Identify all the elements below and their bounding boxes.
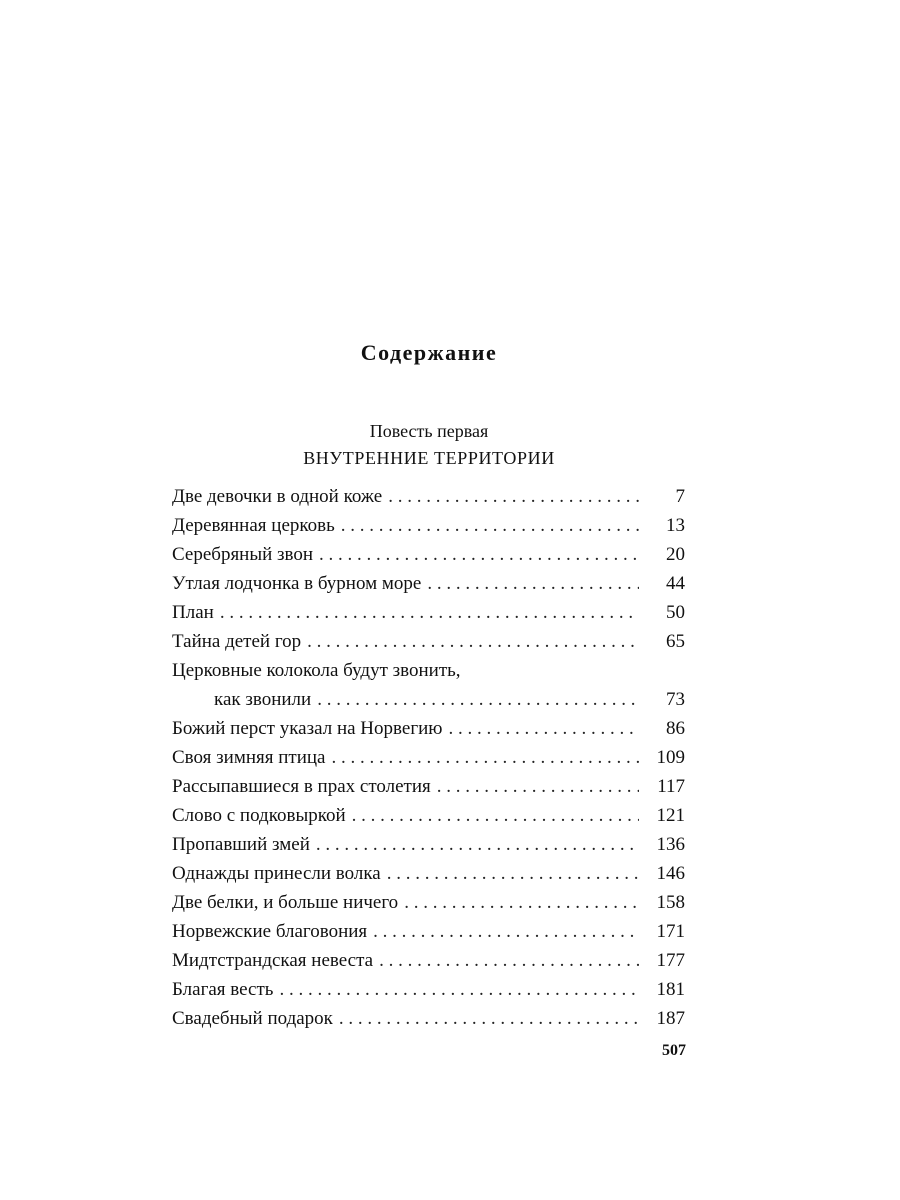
toc-entry [172, 975, 685, 1004]
contents-heading: Содержание [360, 340, 498, 365]
toc-entry-page: 86 [666, 718, 685, 739]
dot-leader [341, 511, 639, 540]
toc-entry [172, 917, 685, 946]
toc-entry [172, 772, 685, 801]
table-of-contents [172, 482, 685, 1033]
toc-entry-page: 50 [666, 602, 685, 623]
dot-leader [317, 685, 639, 714]
dot-leader [331, 743, 639, 772]
toc-entry-page: 158 [656, 892, 685, 913]
toc-entry-page: 44 [666, 573, 685, 594]
dot-leader [437, 772, 639, 801]
toc-entry [172, 1004, 685, 1033]
dot-leader [427, 569, 639, 598]
toc-entry-title-first-line: Церковные колокола будут звонить, [172, 660, 461, 681]
toc-entry-page: 177 [656, 950, 685, 971]
toc-entry [172, 888, 685, 917]
dot-leader [373, 917, 639, 946]
toc-entry [172, 801, 685, 830]
toc-entry-page: 121 [656, 805, 685, 826]
toc-entry-page: 73 [666, 689, 685, 710]
dot-leader [339, 1004, 639, 1033]
toc-entry [172, 946, 685, 975]
toc-entry-title: Мидтстрандская невеста [172, 950, 374, 971]
toc-entry-title: Однажды принесли волка [172, 863, 381, 884]
toc-entry [172, 743, 685, 772]
toc-entry-title: Пропавший змей [172, 834, 310, 855]
page-number: 507 [662, 1042, 686, 1059]
toc-entry-title: Божий перст указал на Норвегию [172, 718, 443, 739]
toc-entry-page: 20 [666, 544, 685, 565]
toc-entry [172, 482, 685, 511]
toc-entry-title: План [172, 602, 214, 623]
dot-leader [307, 627, 639, 656]
dot-leader [404, 888, 639, 917]
toc-entry [172, 714, 685, 743]
part-label: Повесть первая [369, 421, 489, 441]
toc-entry [172, 627, 685, 656]
toc-entry [172, 569, 685, 598]
dot-leader [352, 801, 639, 830]
toc-entry-title: как звонили [214, 689, 312, 710]
toc-entry-page: 181 [656, 979, 685, 1000]
part-title: ВНУТРЕННИЕ ТЕРРИТОРИИ [303, 448, 555, 468]
toc-entry-page: 109 [656, 747, 685, 768]
toc-entry-page: 187 [656, 1008, 685, 1029]
dot-leader [220, 598, 639, 627]
toc-entry-title: Тайна детей гор [172, 631, 302, 652]
dot-leader [388, 482, 639, 511]
toc-entry-title: Утлая лодчонка в бурном море [172, 573, 422, 594]
dot-leader [279, 975, 639, 1004]
toc-entry [172, 540, 685, 569]
toc-entry-title: Две девочки в одной коже [172, 486, 383, 507]
toc-entry-title: Своя зимняя птица [172, 747, 326, 768]
toc-entry-page: 13 [666, 515, 685, 536]
toc-entry [172, 830, 685, 859]
toc-entry-title: Норвежские благовония [172, 921, 368, 942]
toc-entry-title: Рассыпавшиеся в прах столетия [172, 776, 431, 797]
toc-entry-page: 146 [656, 863, 685, 884]
toc-entry-page: 117 [657, 776, 685, 797]
dot-leader [387, 859, 639, 888]
toc-entry-title: Серебряный звон [172, 544, 314, 565]
dot-leader [379, 946, 639, 975]
toc-entry [172, 511, 685, 540]
toc-entry-page: 171 [656, 921, 685, 942]
toc-entry [172, 859, 685, 888]
dot-leader [448, 714, 639, 743]
toc-entry-title: Деревянная церковь [172, 515, 335, 536]
toc-entry-title: Две белки, и больше ничего [172, 892, 399, 913]
toc-entry-title: Свадебный подарок [172, 1008, 333, 1029]
toc-entry-title: Благая весть [172, 979, 274, 1000]
toc-entry-title: Слово с подковыркой [172, 805, 346, 826]
toc-entry-page: 7 [675, 486, 685, 507]
dot-leader [316, 830, 639, 859]
toc-entry [172, 656, 685, 714]
toc-entry-page: 65 [666, 631, 685, 652]
dot-leader [319, 540, 639, 569]
toc-entry-page: 136 [656, 834, 685, 855]
toc-entry [172, 598, 685, 627]
